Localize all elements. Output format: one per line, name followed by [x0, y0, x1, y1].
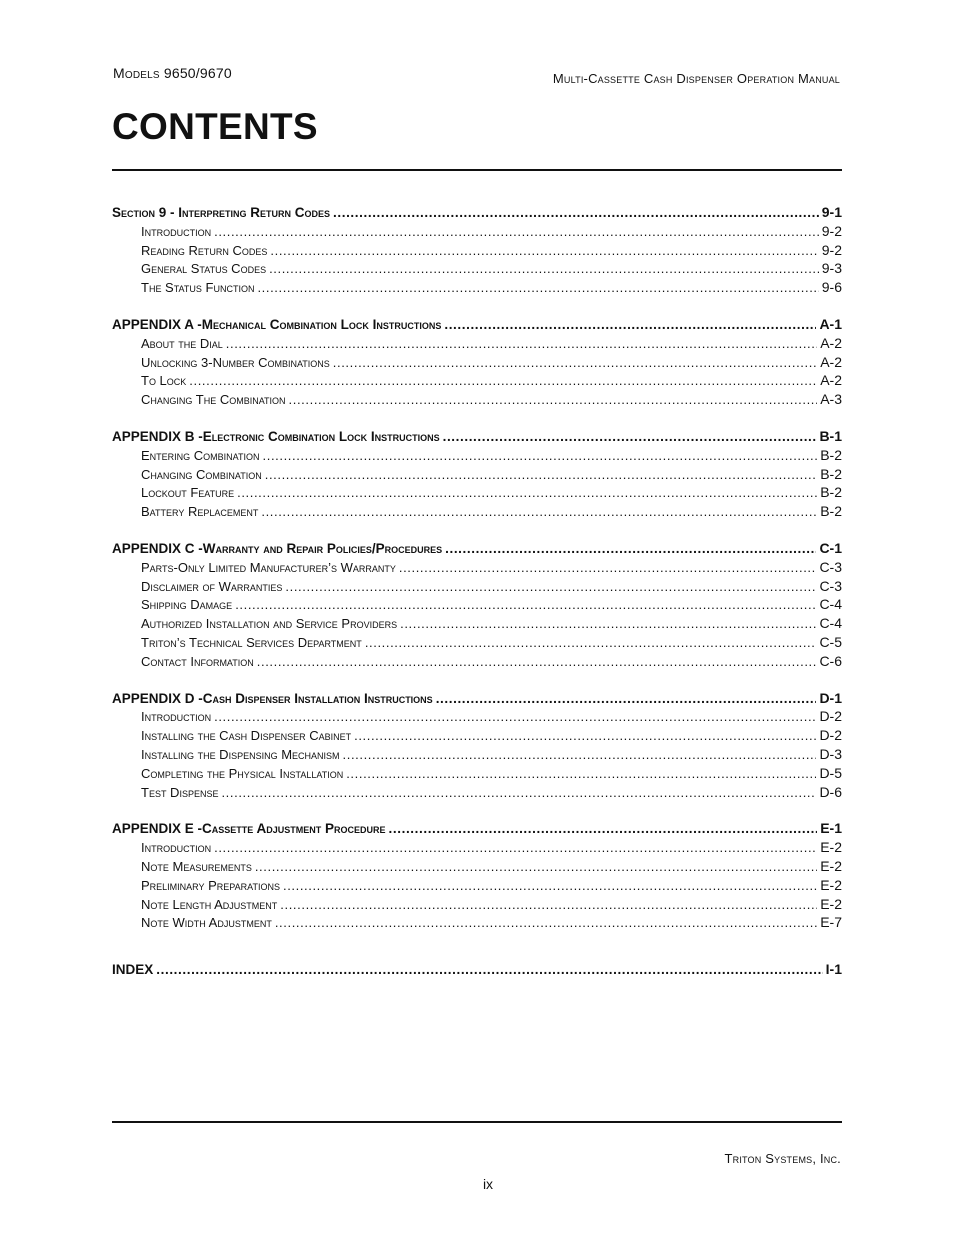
toc-entry-page: D-6: [819, 783, 842, 800]
dot-leader: [269, 260, 819, 279]
toc-entry[interactable]: [112, 371, 842, 390]
toc-entry-label: Note Measurements: [141, 858, 252, 874]
toc-section: [112, 427, 842, 521]
toc-entry[interactable]: [112, 483, 842, 502]
dot-leader: [235, 596, 816, 615]
toc-entry-page: A-3: [820, 391, 842, 408]
toc-entry-label: Changing The Combination: [141, 392, 286, 408]
toc-heading-label: Cassette Adjustment Procedure: [202, 821, 386, 837]
toc-section-heading[interactable]: [112, 203, 842, 222]
toc-entry-label: Authorized Installation and Service Providers: [141, 616, 398, 632]
dot-leader: [257, 653, 817, 672]
toc-entry-page: D-3: [819, 745, 842, 762]
toc-heading-page: D-1: [819, 689, 842, 706]
toc-entry[interactable]: [112, 876, 842, 895]
toc-heading-prefix: APPENDIX A -: [112, 316, 202, 332]
toc-entry[interactable]: [112, 353, 842, 372]
dot-leader: [436, 690, 817, 709]
toc-entry-page: C-3: [819, 558, 842, 575]
toc-entry-label: Introduction: [141, 709, 212, 725]
dot-leader: [265, 466, 817, 485]
toc-entry-page: E-2: [820, 857, 842, 874]
toc-entry[interactable]: [112, 465, 842, 484]
toc-entry-page: 9-2: [821, 222, 842, 239]
dot-leader: [237, 484, 817, 503]
toc-entry-page: E-2: [820, 895, 842, 912]
toc-section-heading[interactable]: [112, 427, 842, 446]
footer-company: Triton Systems, Inc.: [724, 1151, 841, 1166]
toc-index-label: INDEX: [112, 962, 154, 978]
toc-entry[interactable]: [112, 595, 842, 614]
dot-leader: [333, 354, 817, 373]
toc-entry-page: B-2: [820, 446, 842, 463]
toc-entry-label: Unlocking 3-Number Combinations: [141, 354, 330, 370]
toc-entry-page: E-2: [820, 876, 842, 893]
toc-index-section: [112, 960, 842, 979]
toc-section: [112, 819, 842, 932]
dot-leader: [346, 765, 816, 784]
toc-entry-page: C-3: [819, 577, 842, 594]
toc-section: [112, 315, 842, 409]
toc-entry-label: Battery Replacement: [141, 504, 259, 520]
toc-entry-page: 9-6: [821, 279, 842, 296]
dot-leader: [333, 204, 819, 223]
dot-leader: [214, 708, 816, 727]
dot-leader: [257, 279, 818, 298]
toc-index-entry[interactable]: [112, 960, 842, 979]
toc-entry[interactable]: [112, 334, 842, 353]
page-title: CONTENTS: [112, 106, 318, 147]
toc-entry[interactable]: [112, 633, 842, 652]
dot-leader: [400, 615, 816, 634]
toc-heading-label: Mechanical Combination Lock Instructions: [201, 316, 442, 332]
footer-page-number: ix: [482, 1176, 494, 1192]
dot-leader: [255, 858, 817, 877]
toc-entry-label: Introduction: [141, 840, 212, 856]
toc-entry-label: Contact Information: [141, 653, 254, 669]
header-manual-title: Multi-Cassette Cash Dispenser Operation Manual: [552, 71, 840, 86]
toc-heading-page: A-1: [819, 315, 842, 332]
dot-leader: [354, 727, 816, 746]
toc-entry-page: B-2: [820, 484, 842, 501]
bottom-rule: [112, 1121, 842, 1123]
toc-entry[interactable]: [112, 502, 842, 521]
dot-leader: [275, 914, 817, 933]
toc-heading-page: B-1: [819, 427, 842, 444]
toc-entry[interactable]: [112, 558, 842, 577]
dot-leader: [221, 784, 816, 803]
toc-section-heading[interactable]: [112, 689, 842, 708]
toc-heading-prefix: APPENDIX B -: [112, 428, 203, 444]
toc-entry-page: 9-3: [821, 260, 842, 277]
dot-leader: [399, 559, 817, 578]
toc-entry[interactable]: [112, 726, 842, 745]
dot-leader: [263, 447, 818, 466]
toc-entry-label: Note Length Adjustment: [141, 896, 278, 912]
toc-entry-page: A-2: [820, 353, 842, 370]
toc-entry-label: Entering Combination: [141, 447, 260, 463]
toc-entry[interactable]: [112, 838, 842, 857]
toc-entry-label: Parts-Only Limited Manufacturer’s Warranty: [141, 559, 396, 575]
toc-section-heading[interactable]: [112, 315, 842, 334]
toc-entry-label: The Status Function: [141, 280, 255, 296]
toc-heading-prefix: APPENDIX C -: [112, 540, 203, 556]
toc-entry[interactable]: [112, 857, 842, 876]
toc-heading-page: 9-1: [821, 204, 842, 220]
toc-entry-label: Note Width Adjustment: [141, 915, 272, 931]
header-model: Models 9650/9670: [113, 65, 232, 81]
dot-leader: [445, 540, 816, 559]
toc-entry[interactable]: [112, 390, 842, 409]
dot-leader: [280, 896, 817, 915]
toc-entry-page: C-6: [819, 652, 842, 669]
dot-leader: [226, 335, 817, 354]
toc-entry-page: 9-2: [821, 241, 842, 258]
toc-entry-label: Completing the Physical Installation: [141, 765, 344, 781]
toc-heading-label: Cash Dispenser Installation Instructions: [202, 690, 433, 706]
toc-entry-page: D-5: [819, 764, 842, 781]
toc-entry-page: D-2: [819, 727, 842, 744]
toc-entry-page: D-2: [819, 708, 842, 725]
dot-leader: [214, 223, 819, 242]
toc-entry-label: Preliminary Preparations: [141, 877, 280, 893]
toc-entry[interactable]: [112, 222, 842, 241]
dot-leader: [443, 428, 817, 447]
toc-index-page: I-1: [825, 961, 842, 978]
toc-section: [112, 203, 842, 297]
toc-entry-label: Changing Combination: [141, 466, 262, 482]
toc-entry-label: General Status Codes: [141, 261, 267, 277]
toc-heading-prefix: APPENDIX E -: [112, 821, 203, 837]
dot-leader: [214, 839, 817, 858]
toc-entry-label: Lockout Feature: [141, 485, 235, 501]
dot-leader: [289, 391, 818, 410]
toc-section-heading[interactable]: [112, 819, 842, 838]
dot-leader: [156, 961, 822, 980]
dot-leader: [444, 316, 816, 335]
toc-entry[interactable]: [112, 446, 842, 465]
toc-heading-page: E-1: [820, 820, 842, 837]
toc-entry-label: Disclaimer of Warranties: [141, 578, 283, 594]
toc-heading-label: Section 9 - Interpreting Return Codes: [112, 205, 331, 220]
toc-entry[interactable]: [112, 278, 842, 297]
toc-heading-label: Electronic Combination Lock Instructions: [202, 428, 440, 444]
dot-leader: [283, 877, 817, 896]
toc-entry-label: Installing the Dispensing Mechanism: [141, 746, 340, 762]
toc-entry-label: Triton’s Technical Services Department: [141, 634, 362, 650]
dot-leader: [270, 242, 818, 261]
toc-entry-label: To Lock: [141, 373, 187, 389]
dot-leader: [261, 503, 817, 522]
toc-section: [112, 689, 842, 802]
dot-leader: [343, 746, 817, 765]
toc-entry[interactable]: [112, 913, 842, 932]
toc-entry-page: C-5: [819, 633, 842, 650]
toc-entry-page: C-4: [819, 615, 842, 632]
dot-leader: [189, 372, 817, 391]
toc-entry-label: Reading Return Codes: [141, 242, 268, 258]
toc-entry-page: A-2: [820, 372, 842, 389]
dot-leader: [285, 578, 816, 597]
toc-section-heading[interactable]: [112, 539, 842, 558]
toc-entry[interactable]: [112, 577, 842, 596]
toc-entry[interactable]: [112, 783, 842, 802]
toc-entry[interactable]: [112, 652, 842, 671]
toc-entry-page: C-4: [819, 596, 842, 613]
toc-entry-label: Installing the Cash Dispenser Cabinet: [141, 728, 352, 744]
dot-leader: [389, 820, 818, 839]
toc-entry[interactable]: [112, 895, 842, 914]
table-of-contents: [112, 203, 842, 997]
toc-entry-label: Test Dispense: [141, 784, 219, 800]
toc-entry[interactable]: [112, 241, 842, 260]
toc-entry-label: Shipping Damage: [141, 597, 233, 613]
toc-entry[interactable]: [112, 707, 842, 726]
toc-heading-page: C-1: [819, 539, 842, 556]
toc-entry-page: E-2: [820, 839, 842, 856]
toc-heading-label: Warranty and Repair Policies/Procedures: [202, 540, 443, 556]
toc-entry-page: B-2: [820, 503, 842, 520]
toc-entry[interactable]: [112, 259, 842, 278]
toc-entry-page: A-2: [820, 334, 842, 351]
toc-heading-prefix: APPENDIX D -: [112, 690, 203, 706]
top-rule: [112, 169, 842, 171]
dot-leader: [365, 634, 817, 653]
toc-entry[interactable]: [112, 764, 842, 783]
toc-entry-label: About the Dial: [141, 335, 223, 351]
toc-entry[interactable]: [112, 614, 842, 633]
toc-entry-label: Introduction: [141, 223, 212, 239]
toc-entry-page: B-2: [820, 465, 842, 482]
toc-entry-page: E-7: [820, 914, 842, 931]
toc-entry[interactable]: [112, 745, 842, 764]
toc-section: [112, 539, 842, 671]
